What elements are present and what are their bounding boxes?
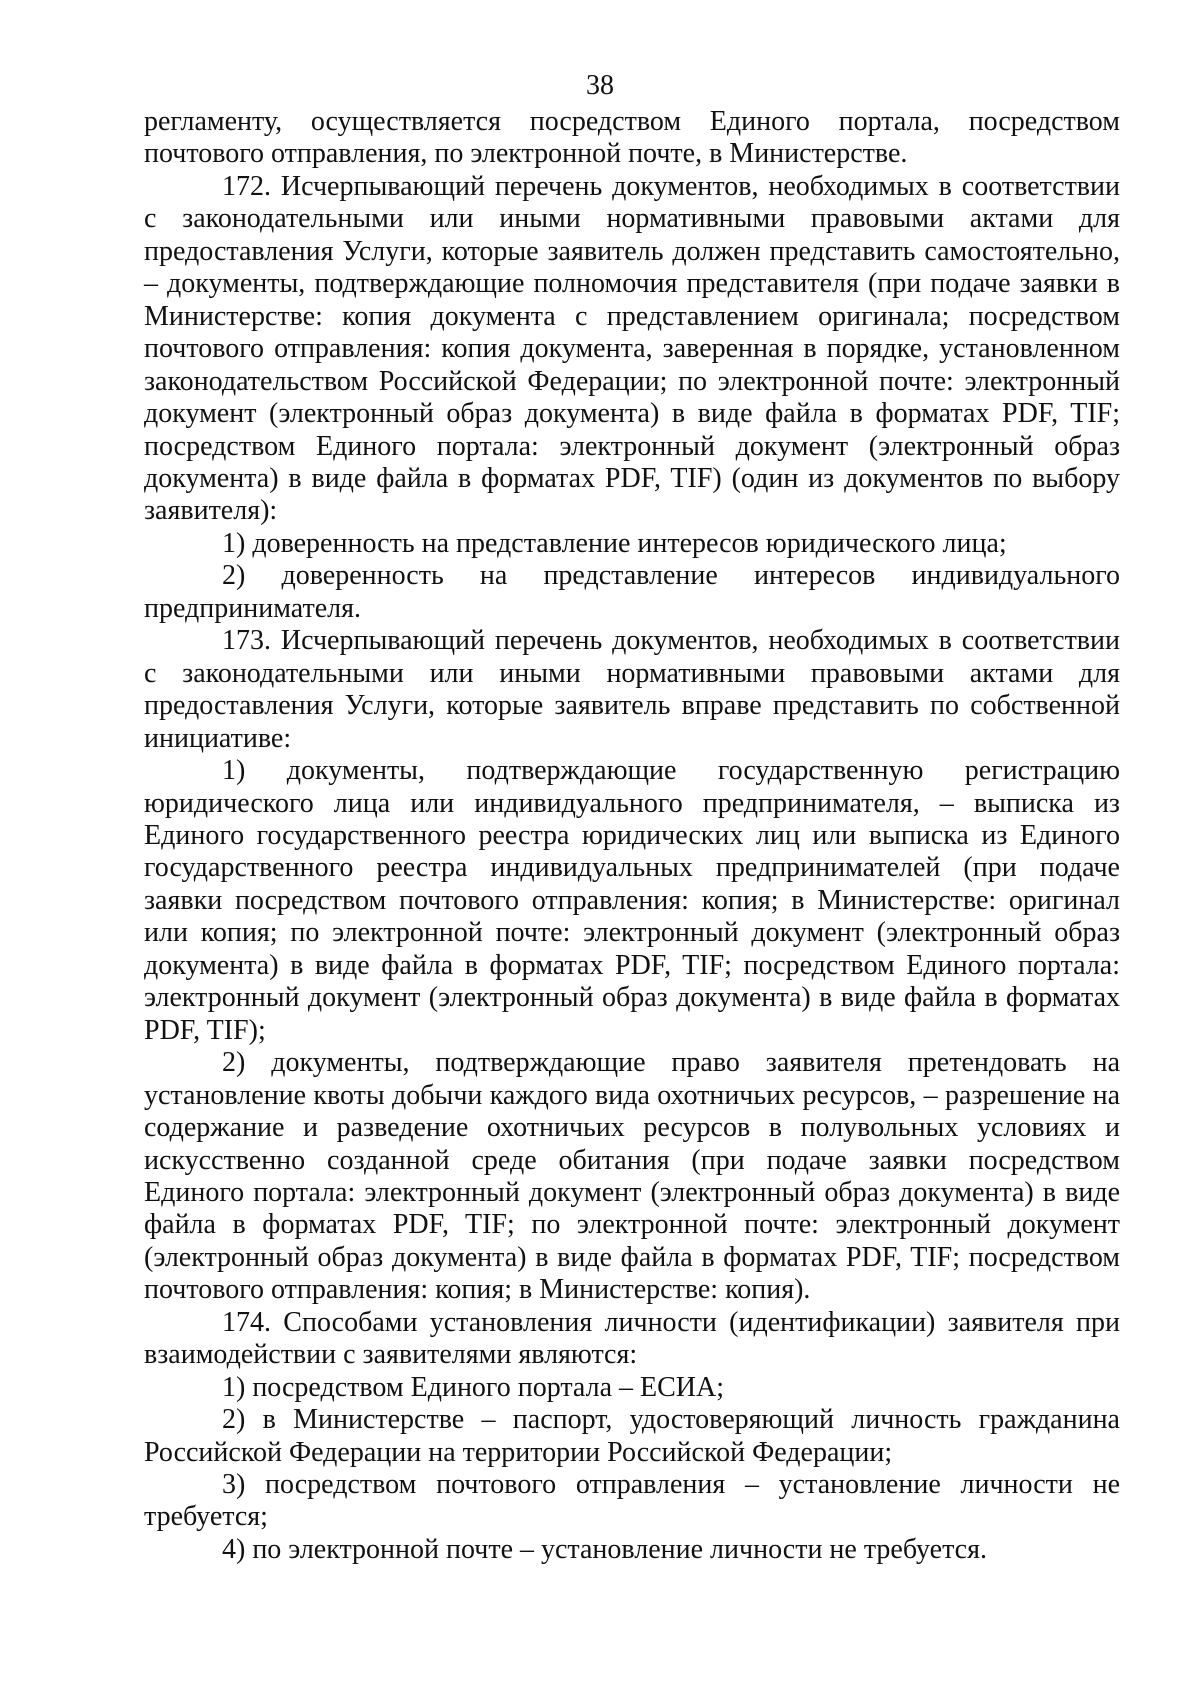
document-body [144, 106, 1120, 1566]
list-item-174-2: 2) в Министерстве – паспорт, удостоверяющий личность гражданина Российской Федерации на территории Российской Федерации; [144, 1404, 1120, 1468]
paragraph-172: 172. Исчерпывающий перечень документов, необходимых в соответствии с законодательными или иными нормативными правовыми актами для предоставления Услуги, которые заявитель должен представить самостоятельно, – документы, подтверждающие полномочия представителя (при подаче заявки в Министерстве: копия документа с представлением оригинала; посредством почтового отправления: копия документа, заверенная в порядке, установленном законодательством Российской Федерации; по электронной почте: электронный документ (электронный образ документа) в виде файла в форматах PDF, TIF; посредством Единого портала: электронный документ (электронный образ документа) в виде файла в форматах PDF, TIF) (один из документов по выбору заявителя): [144, 170, 1120, 527]
list-item-172-2: 2) доверенность на представление интересов индивидуального предпринимателя. [144, 560, 1120, 624]
paragraph-174: 174. Способами установления личности (идентификации) заявителя при взаимодействии с заявителями являются: [144, 1306, 1120, 1371]
list-item-174-3: 3) посредством почтового отправления – установление личности не требуется; [144, 1469, 1120, 1533]
list-item-174-1: 1) посредством Единого портала – ЕСИА; [222, 1371, 724, 1403]
list-item-173-2: 2) документы, подтверждающие право заявителя претендовать на установление квоты добычи каждого вида охотничьих ресурсов, – разрешение на содержание и разведение охотничьих ресурсов в полувольных условиях и искусственно созданной среде обитания (при подаче заявки посредством Единого портала: электронный документ (электронный образ документа) в виде файла в форматах PDF, TIF; по электронной почте: электронный документ (электронный образ документа) в виде файла в форматах PDF, TIF; посредством почтового отправления: копия; в Министерстве: копия). [144, 1047, 1120, 1306]
paragraph-173: 173. Исчерпывающий перечень документов, необходимых в соответствии с законодательными или иными нормативными правовыми актами для предоставления Услуги, которые заявитель вправе представить по собственной инициативе: [144, 625, 1120, 754]
list-item-173-1: 1) документы, подтверждающие государственную регистрацию юридического лица или индивидуального предпринимателя, – выписка из Единого государственного реестра юридических лиц или выписка из Единого государственного реестра индивидуальных предпринимателей (при подаче заявки посредством почтового отправления: копия; в Министерстве: оригинал или копия; по электронной почте: электронный документ (электронный образ документа) в виде файла в форматах PDF, TIF; посредством Единого портала: электронный документ (электронный образ документа) в виде файла в форматах PDF, TIF); [144, 755, 1120, 1046]
list-item-174-4: 4) по электронной почте – установление личности не требуется. [222, 1533, 987, 1565]
page-number: 38 [586, 70, 614, 101]
list-item-172-1: 1) доверенность на представление интересов юридического лица; [222, 527, 1007, 559]
paragraph-continuation: регламенту, осуществляется посредством Единого портала, посредством почтового отправления, по электронной почте, в Министерстве. [144, 106, 1120, 170]
